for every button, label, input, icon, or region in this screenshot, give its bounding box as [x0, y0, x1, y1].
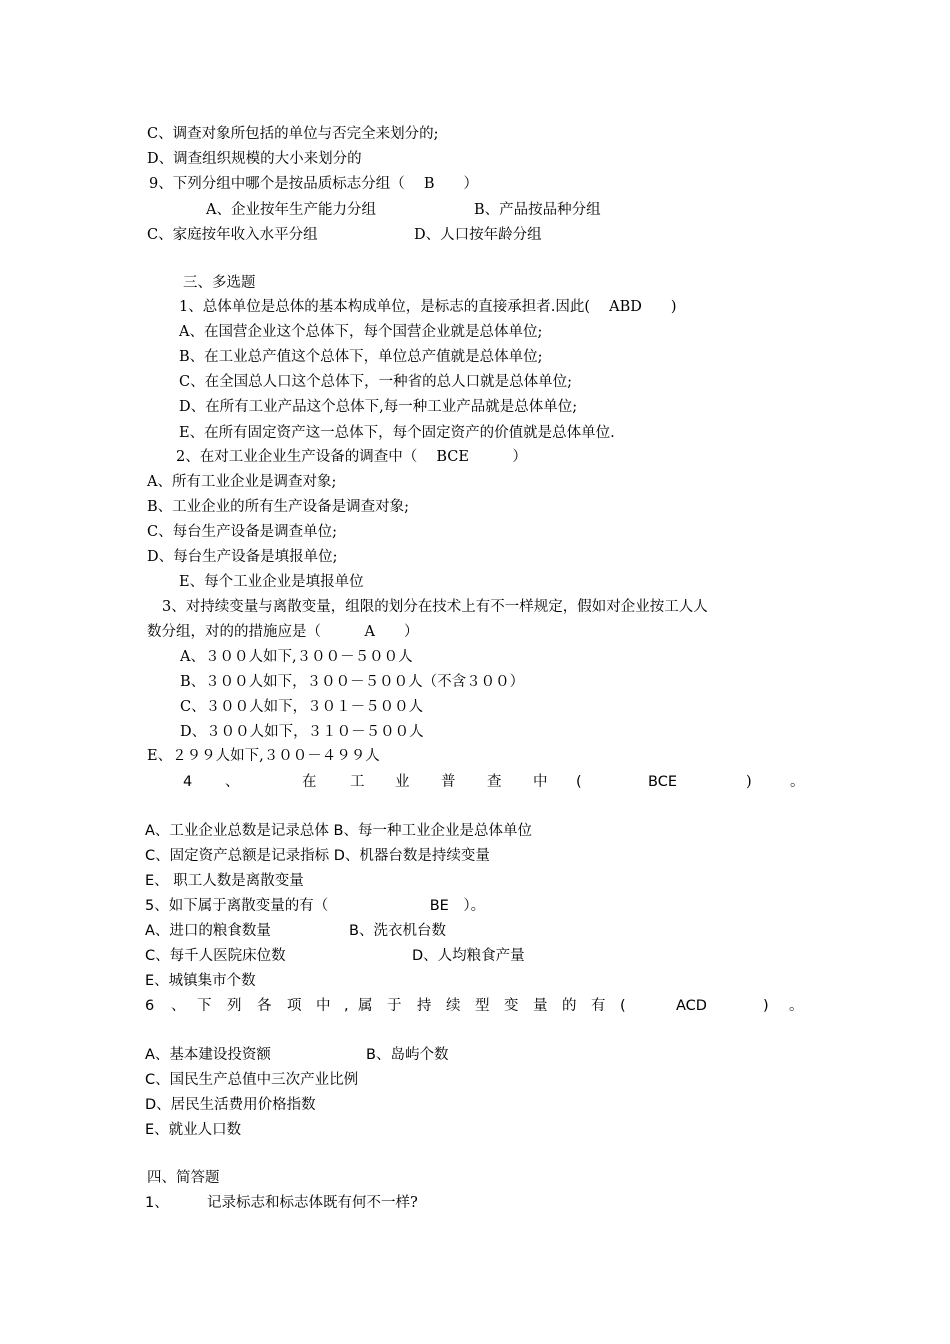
q5-option-d: D、人均粮食产量 — [412, 948, 525, 964]
mc3-option-e: E、２９９人如下,３００－４９９人 — [147, 748, 380, 764]
mc1-option-c: C、在全国总人口这个总体下，一种省的总人口就是总体单位; — [179, 374, 572, 390]
mc1-option-e: E、在所有固定资产这一总体下，每个固定资产的价值就是总体单位. — [179, 425, 615, 441]
mc-question-5: 5、如下属于离散变量的有（ BE ）。 — [145, 898, 486, 914]
q4-text-char: 业 — [395, 774, 410, 790]
q6-close-paren: ) — [763, 998, 769, 1014]
short-answer-question-1: 记录标志和标志体既有何不一样? — [207, 1195, 418, 1211]
mc3-option-b: B、３００人如下，３００－５００人（不含３００） — [180, 674, 525, 690]
q4-open-paren: ( — [576, 774, 582, 790]
q6-text-char: 有 — [591, 998, 606, 1014]
q4-number: 4 — [183, 774, 193, 790]
q6-answer: ACD — [676, 998, 707, 1014]
q4-period: 。 — [790, 774, 805, 790]
q4-options-cd: C、固定资产总额是记录指标 D、机器台数是持续变量 — [145, 848, 490, 864]
q6-option-b: B、岛屿个数 — [366, 1047, 449, 1063]
mc2-option-c: C、每台生产设备是调查单位; — [147, 524, 337, 540]
mc-question-2: 2、在对工业企业生产设备的调查中（ BCE ） — [176, 449, 527, 465]
q6-text-char: 量 — [533, 998, 548, 1014]
section-heading-multiple-choice: 三、多选题 — [183, 275, 256, 291]
q6-text-char: 持 — [417, 998, 432, 1014]
q9-option-b: B、产品按品种分组 — [474, 202, 601, 218]
short-answer-number: 1、 — [145, 1195, 169, 1211]
q4-text-char: 中 — [533, 774, 548, 790]
q6-option-c: C、国民生产总值中三次产业比例 — [145, 1072, 359, 1088]
q4-text-char: 、 — [225, 774, 240, 790]
q9-option-c: C、家庭按年收入水平分组 — [147, 227, 318, 243]
q9-option-d: D、人口按年龄分组 — [414, 227, 542, 243]
question-9: 9、下列分组中哪个是按品质标志分组（ B ） — [149, 176, 478, 192]
q6-comma: , — [344, 998, 349, 1014]
q6-number: 6 — [145, 998, 155, 1014]
q5-option-c: C、每千人医院床位数 — [145, 948, 286, 964]
q4-close-paren: ) — [746, 774, 752, 790]
section-heading-short-answer: 四、简答题 — [147, 1170, 220, 1186]
q4-text-char: 查 — [487, 774, 502, 790]
mc-question-3: 3、对持续变量与离散变量，组限的划分在技术上有不一样规定，假如对企业按工人人 — [162, 599, 708, 615]
mc1-option-a: A、在国营企业这个总体下，每个国营企业就是总体单位; — [179, 324, 543, 340]
q5-option-e: E、城镇集市个数 — [145, 973, 256, 989]
q6-text-char: 的 — [562, 998, 577, 1014]
mc-question-1: 1、总体单位是总体的基本构成单位，是标志的直接承担者.因此( ABD ) — [179, 299, 677, 315]
mc3-option-d: D、３００人如下，３１０－５００人 — [180, 724, 424, 740]
option-c-line: C、调查对象所包括的单位与否完全来划分的; — [147, 126, 439, 142]
q9-option-a: A、企业按年生产能力分组 — [206, 202, 376, 218]
q4-text-char: 在 — [302, 774, 317, 790]
mc2-option-b: B、工业企业的所有生产设备是调查对象; — [147, 499, 410, 515]
q6-text-char: 列 — [227, 998, 242, 1014]
q4-answer: BCE — [648, 774, 677, 790]
q6-option-a: A、基本建设投资额 — [145, 1047, 271, 1063]
q6-text-char: 各 — [257, 998, 272, 1014]
q6-option-d: D、居民生活费用价格指数 — [145, 1097, 316, 1113]
mc2-option-a: A、所有工业企业是调查对象; — [147, 474, 337, 490]
option-d-line: D、调查组织规模的大小来划分的 — [147, 151, 362, 167]
mc1-option-d: D、在所有工业产品这个总体下,每一种工业产品就是总体单位; — [179, 399, 578, 415]
q6-text-char: 型 — [475, 998, 490, 1014]
q6-text-char: 项 — [287, 998, 302, 1014]
q4-text-char: 普 — [441, 774, 456, 790]
q5-option-a: A、进口的粮食数量 — [145, 923, 271, 939]
mc2-option-e: E、每个工业企业是填报单位 — [179, 574, 364, 590]
q6-text-char: 续 — [446, 998, 461, 1014]
q6-option-e: E、就业人口数 — [145, 1122, 242, 1138]
q6-text-char: 于 — [387, 998, 402, 1014]
q6-text-char: 中 — [316, 998, 331, 1014]
q5-option-b: B、洗衣机台数 — [349, 923, 446, 939]
q4-options-ab: A、工业企业总数是记录总体 B、每一种工业企业是总体单位 — [145, 823, 532, 839]
q4-option-e: E、 职工人数是离散变量 — [145, 873, 304, 889]
mc3-option-a: A、３００人如下,３００－５００人 — [180, 649, 413, 665]
mc-question-3-cont: 数分组，对的的措施应是（ A ） — [147, 624, 419, 640]
q4-text-char: 工 — [350, 774, 365, 790]
mc3-option-c: C、３００人如下，３０１－５００人 — [180, 699, 424, 715]
q6-text-char: 、 — [171, 998, 186, 1014]
q6-text-char: 变 — [504, 998, 519, 1014]
q6-text-char: 属 — [358, 998, 373, 1014]
q6-open-paren: ( — [620, 998, 626, 1014]
q6-text-char: 下 — [197, 998, 212, 1014]
q6-period: 。 — [789, 998, 804, 1014]
mc1-option-b: B、在工业总产值这个总体下，单位总产值就是总体单位; — [179, 349, 543, 365]
mc2-option-d: D、每台生产设备是填报单位; — [147, 549, 338, 565]
